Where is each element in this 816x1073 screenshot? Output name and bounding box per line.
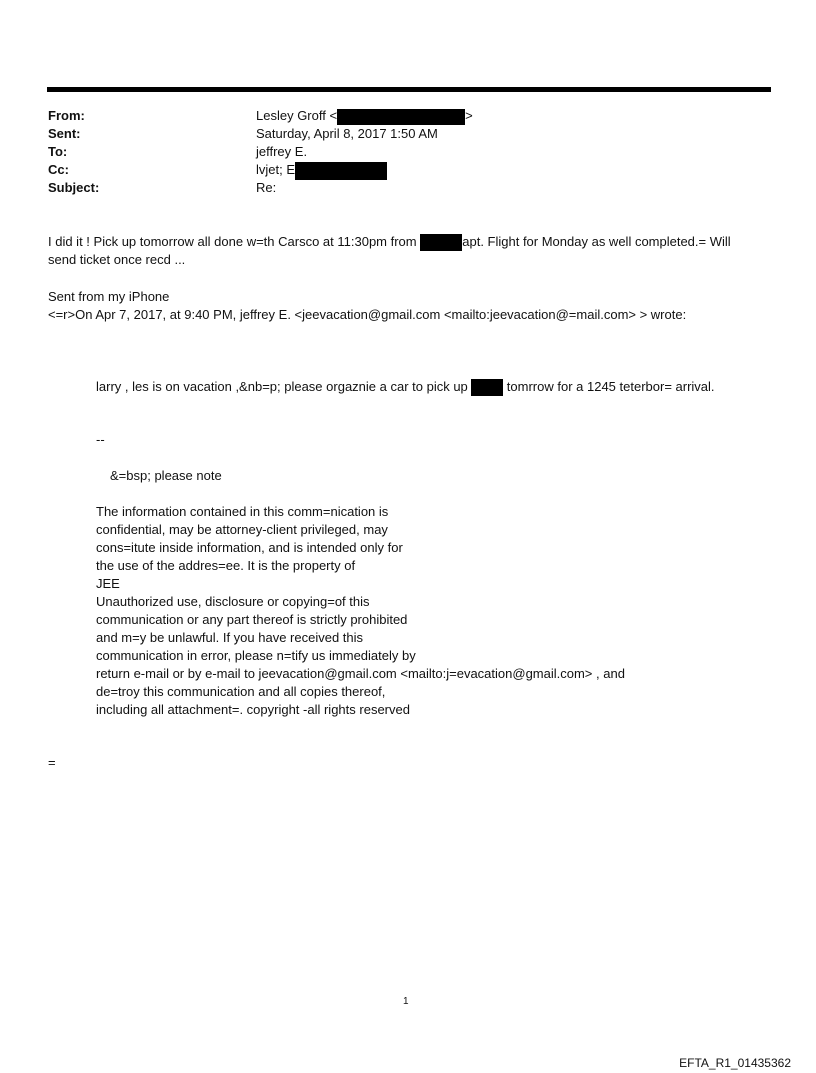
disclaimer-block (96, 503, 625, 719)
disclaimer-line: The information contained in this comm=nication is (96, 504, 389, 519)
body-text: I did it ! Pick up tomorrow all done w=th Carsco at 11:30pm from (48, 234, 417, 249)
from-tail: > (465, 108, 473, 123)
body-line-2: send ticket once recd ... (48, 252, 186, 267)
page-number: 1 (403, 996, 409, 1007)
cc-row (48, 161, 69, 179)
cc-value (256, 161, 387, 180)
redaction-box (337, 109, 465, 125)
subject-value: Re: (256, 180, 277, 195)
trailer-text: = (48, 755, 56, 770)
redaction-box (420, 234, 462, 251)
document-id: EFTA_R1_01435362 (679, 1056, 791, 1070)
to-row (48, 143, 67, 161)
cc-label: Cc: (48, 162, 69, 177)
subject-row (48, 179, 99, 197)
disclaimer-line: communication in error, please n=tify us immediately by (96, 648, 416, 663)
disclaimer-line: including all attachment=. copyright -all rights reserved (96, 702, 410, 717)
disclaimer-line: Unauthorized use, disclosure or copying=of this (96, 594, 370, 609)
body-line-1 (48, 233, 731, 251)
from-name: Lesley Groff < (256, 108, 338, 123)
disclaimer-line: communication or any part thereof is strictly prohibited (96, 612, 408, 627)
from-row (48, 107, 85, 125)
to-value: jeffrey E. (256, 144, 308, 159)
sent-row (48, 125, 81, 143)
disclaimer-line: JEE (96, 576, 120, 591)
quoted-text: larry , les is on vacation ,&nb=p; please orgaznie a car to pick up (96, 379, 468, 394)
redaction-box (471, 379, 503, 396)
signature-separator: -- (96, 432, 105, 447)
sent-value: Saturday, April 8, 2017 1:50 AM (256, 126, 438, 141)
from-value (256, 107, 473, 125)
sent-from-line: Sent from my iPhone (48, 289, 170, 304)
quote-intro-line: <=r>On Apr 7, 2017, at 9:40 PM, jeffrey E. <jeevacation@gmail.com <mailto:jeevacation@=mail.com> > wrote: (48, 307, 687, 322)
subject-label: Subject: (48, 180, 100, 195)
disclaimer-line: confidential, may be attorney-client privileged, may (96, 522, 388, 537)
disclaimer-line: and m=y be unlawful. If you have received this (96, 630, 364, 645)
disclaimer-line: cons=itute inside information, and is intended only for (96, 540, 403, 555)
cc-text: lvjet; E (256, 162, 296, 177)
to-label: To: (48, 144, 68, 159)
disclaimer-line: the use of the addres=ee. It is the property of (96, 558, 356, 573)
header-rule (47, 87, 771, 92)
note-line: &=bsp; please note (110, 468, 222, 483)
disclaimer-line: de=troy this communication and all copies thereof, (96, 684, 386, 699)
from-label: From: (48, 108, 85, 123)
sent-label: Sent: (48, 126, 81, 141)
body-text: apt. Flight for Monday as well completed.= Will (462, 234, 731, 249)
quoted-message-line (96, 378, 715, 396)
quoted-text: tomrrow for a 1245 teterbor= arrival. (506, 379, 715, 394)
disclaimer-line: return e-mail or by e-mail to jeevacation@gmail.com <mailto:j=evacation@gmail.com> , and (96, 666, 625, 681)
redaction-box (295, 162, 387, 180)
